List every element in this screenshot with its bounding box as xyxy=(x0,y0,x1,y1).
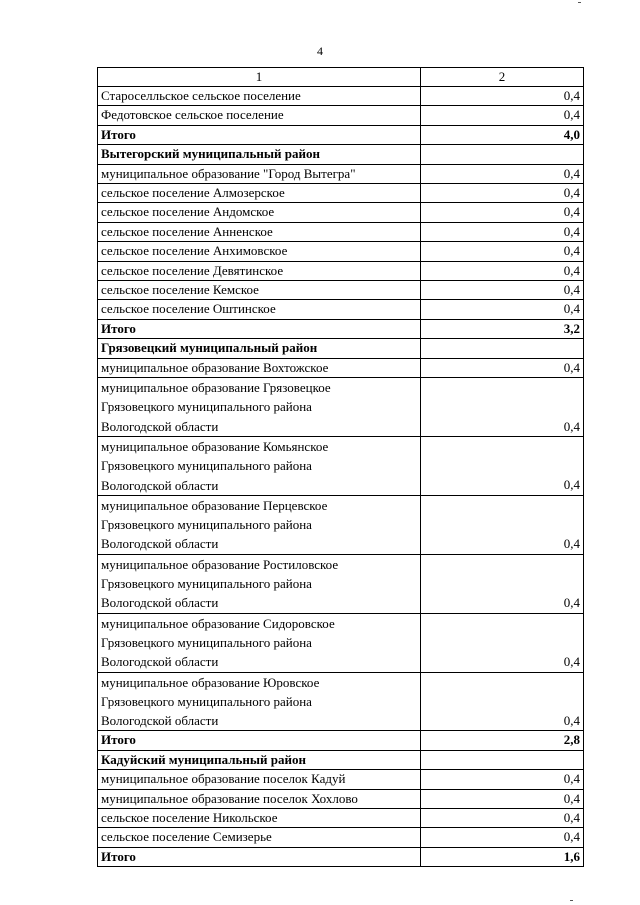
table-row xyxy=(98,281,584,300)
row-name-line: муниципальное образование Юровское xyxy=(101,674,320,690)
row-value: 0,4 xyxy=(421,554,584,613)
total-row xyxy=(98,125,584,144)
table-row xyxy=(98,261,584,280)
row-value: 0,4 xyxy=(421,613,584,672)
row-value: 0,4 xyxy=(421,495,584,554)
row-value: 0,4 xyxy=(421,261,584,280)
row-value: 0,4 xyxy=(421,672,584,731)
row-name xyxy=(98,495,421,554)
total-label: Итого xyxy=(98,125,421,144)
row-name-line: муниципальное образование Комьянское xyxy=(101,438,329,454)
row-name-line: Грязовецкого муниципального района xyxy=(101,517,312,533)
row-name-line: Грязовецкого муниципального района xyxy=(101,399,312,415)
table-row xyxy=(98,358,584,377)
row-name: Староселльское сельское поселение xyxy=(98,87,421,106)
row-value: 0,4 xyxy=(421,222,584,241)
table-row xyxy=(98,613,584,672)
section-row xyxy=(98,750,584,769)
total-label: Итого xyxy=(98,731,421,750)
row-value: 0,4 xyxy=(421,164,584,183)
row-value: 0,4 xyxy=(421,300,584,319)
column-header-2: 2 xyxy=(421,68,584,87)
table-row xyxy=(98,87,584,106)
row-name: муниципальное образование Вохтожское xyxy=(98,358,421,377)
row-name: Федотовское сельское поселение xyxy=(98,106,421,125)
row-value: 0,4 xyxy=(421,789,584,808)
table-row xyxy=(98,378,584,437)
table-row xyxy=(98,300,584,319)
row-name-line: Вологодской области xyxy=(101,654,219,670)
row-value: 0,4 xyxy=(421,436,584,495)
table-row xyxy=(98,184,584,203)
row-name-line: муниципальное образование Ростиловское xyxy=(101,556,339,572)
section-row xyxy=(98,145,584,164)
row-name: сельское поселение Кемское xyxy=(98,281,421,300)
row-value: 0,4 xyxy=(421,184,584,203)
row-value xyxy=(421,750,584,769)
total-value: 3,2 xyxy=(421,319,584,338)
table-row xyxy=(98,203,584,222)
row-name-line: Грязовецкого муниципального района xyxy=(101,634,312,650)
table-row xyxy=(98,436,584,495)
row-name: сельское поселение Анхимовское xyxy=(98,242,421,261)
total-value: 2,8 xyxy=(421,731,584,750)
table-row xyxy=(98,554,584,613)
row-name-line: муниципальное образование Сидоровское xyxy=(101,615,335,631)
row-value: 0,4 xyxy=(421,87,584,106)
row-name xyxy=(98,554,421,613)
total-value: 4,0 xyxy=(421,125,584,144)
row-value: 0,4 xyxy=(421,358,584,377)
row-name: сельское поселение Оштинское xyxy=(98,300,421,319)
row-value: 0,4 xyxy=(421,106,584,125)
table-header-row xyxy=(98,68,584,87)
row-name: сельское поселение Девятинское xyxy=(98,261,421,280)
page-number: 4 xyxy=(317,44,323,58)
row-name xyxy=(98,436,421,495)
total-row xyxy=(98,731,584,750)
row-value: 0,4 xyxy=(421,378,584,437)
row-name: сельское поселение Семизерье xyxy=(98,828,421,847)
total-label: Итого xyxy=(98,319,421,338)
row-value: 0,4 xyxy=(421,203,584,222)
scan-mark xyxy=(578,2,581,3)
table-row xyxy=(98,164,584,183)
section-title: Вытегорский муниципальный район xyxy=(98,145,421,164)
row-value: 0,4 xyxy=(421,828,584,847)
table-row xyxy=(98,770,584,789)
row-name: муниципальное образование поселок Кадуй xyxy=(98,770,421,789)
row-name: сельское поселение Андомское xyxy=(98,203,421,222)
row-name: муниципальное образование "Город Вытегра" xyxy=(98,164,421,183)
row-name xyxy=(98,378,421,437)
column-header-1: 1 xyxy=(98,68,421,87)
section-title: Грязовецкий муниципальный район xyxy=(98,339,421,358)
table-row xyxy=(98,242,584,261)
allocation-table xyxy=(97,67,584,867)
row-name-line: Вологодской области xyxy=(101,713,219,729)
row-name: муниципальное образование поселок Хохлово xyxy=(98,789,421,808)
table-row xyxy=(98,106,584,125)
table-row xyxy=(98,495,584,554)
table-body xyxy=(98,68,584,867)
row-name-line: Грязовецкого муниципального района xyxy=(101,458,312,474)
row-value: 0,4 xyxy=(421,281,584,300)
row-value: 0,4 xyxy=(421,770,584,789)
table-row xyxy=(98,672,584,731)
total-value: 1,6 xyxy=(421,847,584,866)
section-row xyxy=(98,339,584,358)
table-row xyxy=(98,809,584,828)
row-value: 0,4 xyxy=(421,242,584,261)
row-name-line: Вологодской области xyxy=(101,477,219,493)
table-row xyxy=(98,789,584,808)
row-name xyxy=(98,672,421,731)
row-value xyxy=(421,145,584,164)
row-name xyxy=(98,613,421,672)
scan-mark xyxy=(570,900,573,901)
table-row xyxy=(98,222,584,241)
row-name-line: Грязовецкого муниципального района xyxy=(101,693,312,709)
total-row xyxy=(98,847,584,866)
row-name-line: муниципальное образование Грязовецкое xyxy=(101,380,331,396)
row-name: сельское поселение Никольское xyxy=(98,809,421,828)
total-label: Итого xyxy=(98,847,421,866)
row-name: сельское поселение Анненское xyxy=(98,222,421,241)
row-name-line: Вологодской области xyxy=(101,536,219,552)
total-row xyxy=(98,319,584,338)
row-name: сельское поселение Алмозерское xyxy=(98,184,421,203)
row-name-line: муниципальное образование Перцевское xyxy=(101,497,328,513)
row-value: 0,4 xyxy=(421,809,584,828)
table-row xyxy=(98,828,584,847)
row-name-line: Грязовецкого муниципального района xyxy=(101,576,312,592)
section-title: Кадуйский муниципальный район xyxy=(98,750,421,769)
row-name-line: Вологодской области xyxy=(101,418,219,434)
row-name-line: Вологодской области xyxy=(101,595,219,611)
row-value xyxy=(421,339,584,358)
